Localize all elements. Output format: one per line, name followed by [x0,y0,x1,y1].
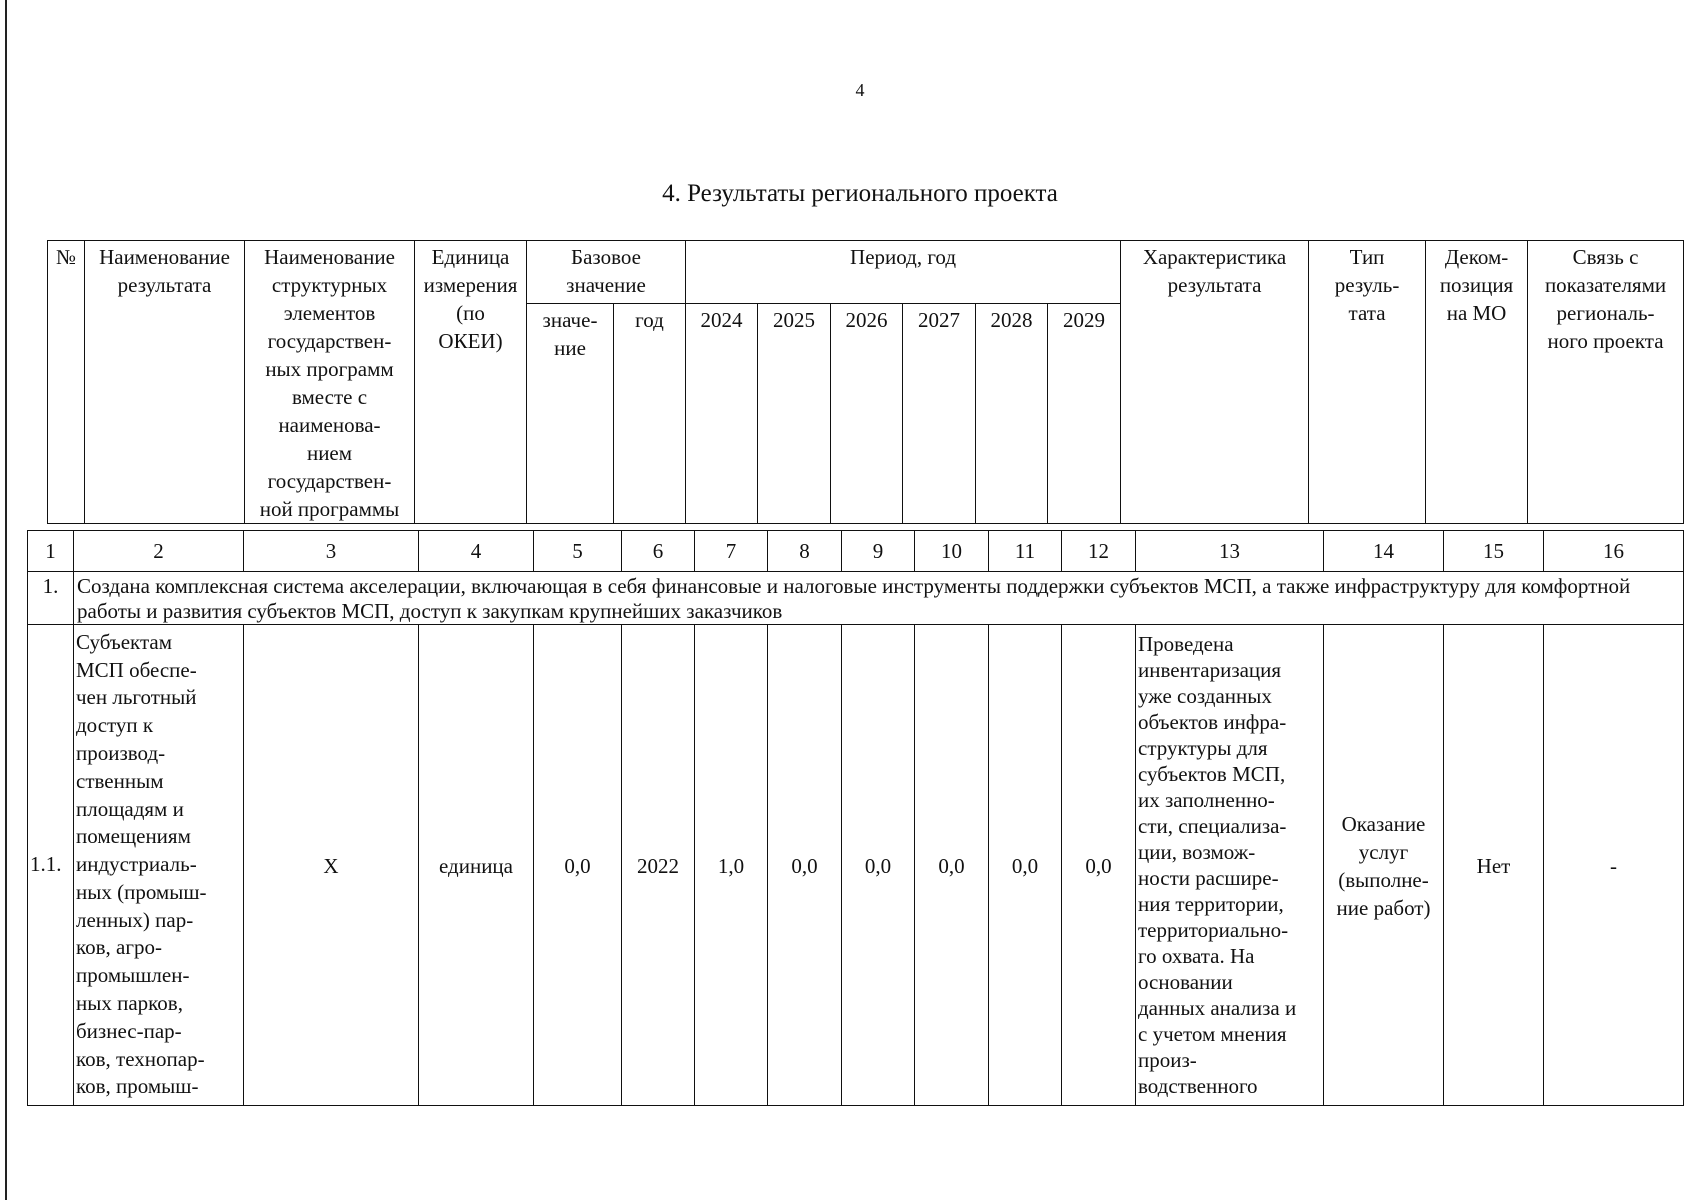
results-table-header [47,240,1684,524]
column-number: 11 [989,531,1062,572]
header-unit: Единица измерения (по ОКЕИ) [415,241,527,524]
page-number: 4 [855,80,865,100]
row-result-type: Оказание услуг (выполне- ние работ) [1324,625,1444,1106]
row-number: 1.1. [28,625,74,1106]
row-base-value: 0,0 [534,625,622,1106]
row-value-2024: 1,0 [695,625,768,1106]
column-number: 7 [695,531,768,572]
row-link: - [1544,625,1684,1106]
row-value-2027: 0,0 [915,625,989,1106]
column-number: 2 [74,531,244,572]
column-number: 1 [28,531,74,572]
column-number: 4 [419,531,534,572]
row-result-name: Субъектам МСП обеспе- чен льготный доступ к производ- ственным площадям и помещениям индустриаль- ных (промыш- ленных) пар- ков, агро- промышлен- ных парков, бизнес-пар- ков, технопар- ков, промыш- [74,625,244,1106]
column-number: 10 [915,531,989,572]
column-number: 16 [1544,531,1684,572]
column-number: 8 [768,531,842,572]
row-value-2028: 0,0 [989,625,1062,1106]
header-base-value: Базовое значение [527,241,686,304]
header-base-value-value: значе- ние [527,304,614,524]
header-period: Период, год [686,241,1121,304]
row-unit: единица [419,625,534,1106]
header-number: № [48,241,85,524]
header-year-2028: 2028 [976,304,1048,524]
section-title: 4. Результаты регионального проекта [662,180,1058,207]
column-number: 3 [244,531,419,572]
column-number: 15 [1444,531,1544,572]
header-result-type: Тип резуль- тата [1309,241,1426,524]
header-year-2029: 2029 [1048,304,1121,524]
results-table-body [27,530,1684,1106]
column-number: 6 [622,531,695,572]
header-year-2025: 2025 [758,304,831,524]
row-characteristic: Проведена инвентаризация уже созданных объектов инфра- структуры для субъектов МСП, их заполненно- сти, специализа- ции, возмож- ности расшире- ния территории, территориально- го охвата. На основании данных анализа и с учетом мнения произ- водственного [1136,625,1324,1106]
section-text: Создана комплексная система акселерации, включающая в себя финансовые и налоговые инструменты поддержки субъектов МСП, а также инфраструктуру для комфортной работы и развития субъектов МСП, доступ к закупкам крупнейших заказчиков [74,572,1684,625]
row-value-2029: 0,0 [1062,625,1136,1106]
header-base-value-year: год [614,304,686,524]
header-year-2024: 2024 [686,304,758,524]
row-value-2025: 0,0 [768,625,842,1106]
column-number: 9 [842,531,915,572]
row-value-2026: 0,0 [842,625,915,1106]
header-structural-elements: Наименование структурных элементов государствен- ных программ вместе с наименова- нием государствен- ной программы [245,241,415,524]
column-number: 13 [1136,531,1324,572]
row-decomposition: Нет [1444,625,1544,1106]
header-decomposition: Деком- позиция на МО [1426,241,1528,524]
column-number: 14 [1324,531,1444,572]
row-base-year: 2022 [622,625,695,1106]
header-year-2026: 2026 [831,304,903,524]
header-result-name: Наименование результата [85,241,245,524]
header-year-2027: 2027 [903,304,976,524]
section-number: 1. [28,572,74,625]
row-structural-elements: X [244,625,419,1106]
header-characteristic: Характеристика результата [1121,241,1309,524]
column-number: 12 [1062,531,1136,572]
header-link: Связь с показателями региональ- ного проекта [1528,241,1684,524]
column-number: 5 [534,531,622,572]
